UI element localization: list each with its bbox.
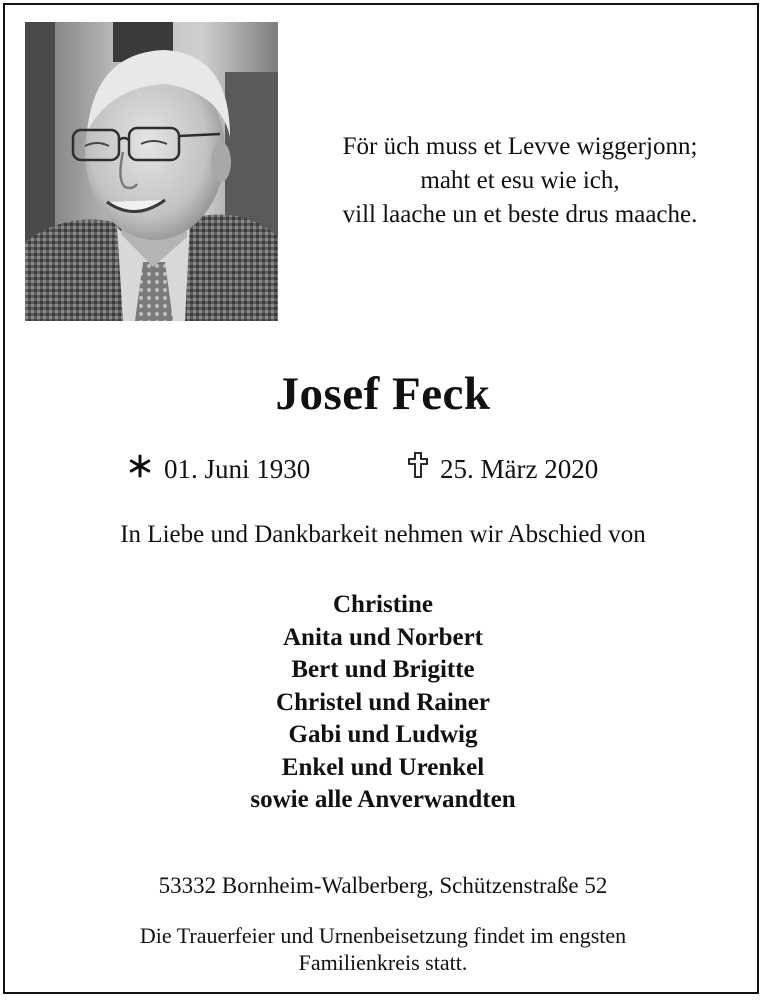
farewell-intro: In Liebe und Dankbarkeit nehmen wir Abschied von (120, 521, 646, 548)
life-dates (0, 449, 766, 489)
funeral-notice (0, 922, 766, 976)
notice-line: Familienkreis statt. (298, 950, 468, 975)
death-date-group (408, 449, 598, 492)
deceased-name: Josef Feck (275, 368, 491, 420)
mourner-line: Bert und Brigitte (291, 656, 475, 683)
motto-line: För üch muss et Levve wiggerjonn; (342, 133, 698, 160)
motto-line: maht et esu wie ich, (420, 167, 620, 194)
mourners-list (0, 589, 766, 817)
death-cross-icon (408, 449, 428, 489)
mourner-line: Gabi und Ludwig (288, 721, 478, 748)
birth-date: 01. Juni 1930 (164, 454, 311, 484)
motto-line: vill laache un et beste drus maache. (342, 201, 698, 228)
death-date: 25. März 2020 (440, 454, 599, 484)
birth-star-icon (128, 449, 152, 489)
portrait-photo (25, 22, 278, 321)
birth-date-group (128, 449, 310, 492)
mourner-line: Enkel und Urenkel (281, 753, 485, 781)
family-address: 53332 Bornheim-Walberberg, Schützenstraße 52 (158, 873, 608, 898)
mourner-line: Anita und Norbert (282, 623, 483, 651)
mourner-line: Christine (333, 591, 433, 618)
motto-verse (282, 130, 758, 232)
notice-line: Die Trauerfeier und Urnenbeisetzung findet im engsten (139, 923, 627, 948)
mourner-line: Christel und Rainer (276, 688, 490, 716)
mourner-line: sowie alle Anverwandten (250, 786, 516, 813)
